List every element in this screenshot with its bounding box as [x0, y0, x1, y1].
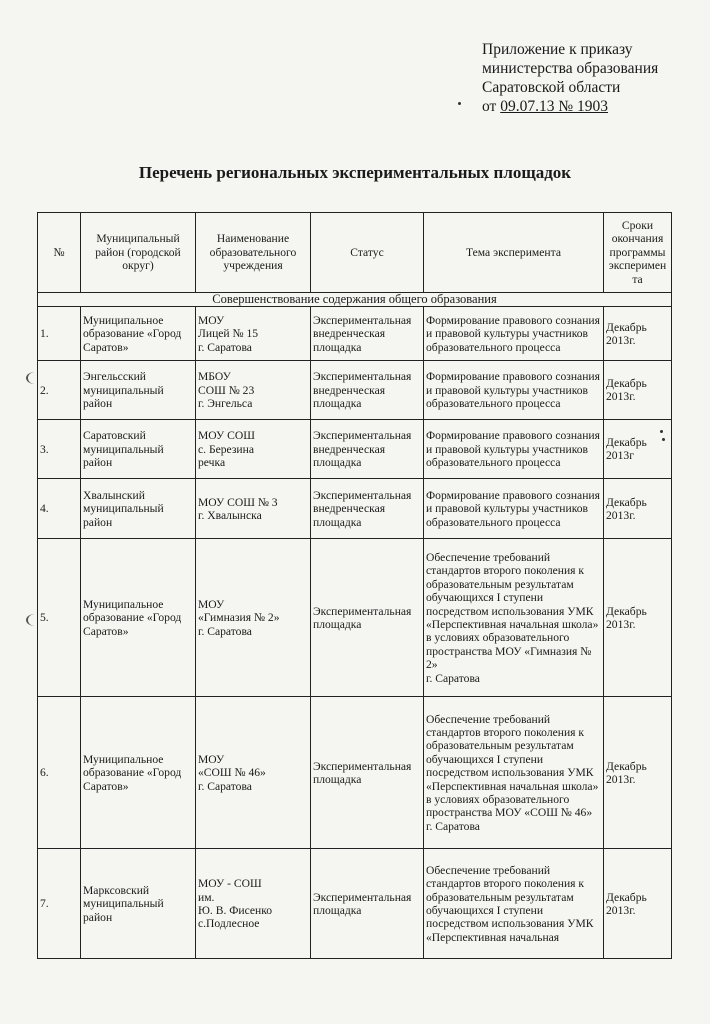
row-status: Экспериментальная внедренческая площадка [311, 361, 424, 420]
row-num: 6. [38, 697, 81, 849]
row-deadline: Декабрь 2013г. [604, 361, 672, 420]
header-institution: Наименование образовательного учреждения [196, 213, 311, 293]
row-district: Муниципальное образование «Город Саратов» [81, 697, 196, 849]
section-row [38, 293, 672, 307]
row-institution: МОУ «Гимназия № 2» г. Саратова [196, 539, 311, 697]
row-district: Саратовский муниципальный район [81, 420, 196, 479]
table-row [38, 849, 672, 959]
row-district: Муниципальное образование «Город Саратов» [81, 307, 196, 361]
table-row [38, 361, 672, 420]
row-num: 4. [38, 479, 81, 539]
table-row [38, 697, 672, 849]
row-status: Экспериментальная площадка [311, 849, 424, 959]
row-institution: МОУ - СОШ им. Ю. В. Фисенко с.Подлесное [196, 849, 311, 959]
row-deadline: Декабрь 2013г [604, 420, 672, 479]
section-title: Совершенствование содержания общего образования [38, 293, 672, 307]
row-num: 1. [38, 307, 81, 361]
scan-speck [660, 430, 663, 433]
header-deadline: Сроки окончания программы эксперимен та [604, 213, 672, 293]
table-row [38, 479, 672, 539]
row-topic: Формирование правового сознания и правовой культуры участников образовательного процесса [424, 307, 604, 361]
table-row [38, 539, 672, 697]
binder-hole-mark [26, 372, 44, 384]
row-status: Экспериментальная площадка [311, 697, 424, 849]
row-institution: МОУ СОШ с. Березина речка [196, 420, 311, 479]
header-status: Статус [311, 213, 424, 293]
experimental-sites-table [37, 212, 672, 959]
row-num: 5. [38, 539, 81, 697]
row-num: 3. [38, 420, 81, 479]
row-institution: МОУ Лицей № 15 г. Саратова [196, 307, 311, 361]
row-district: Энгельсский муниципальный район [81, 361, 196, 420]
appendix-note [482, 40, 658, 116]
row-topic: Обеспечение требований стандартов второго поколения к образовательным результатам обучающихся I ступени посредством использования УМК «Перспективная начальная [424, 849, 604, 959]
table-row [38, 307, 672, 361]
row-num: 2. [38, 361, 81, 420]
binder-hole-mark [26, 614, 44, 626]
row-topic: Формирование правового сознания и правовой культуры участников образовательного процесса [424, 361, 604, 420]
appendix-date-prefix: от [482, 98, 501, 115]
appendix-line-4 [482, 97, 658, 116]
row-topic: Обеспечение требований стандартов второго поколения к образовательным результатам обучающихся I ступени посредством использования УМК «Перспективная начальная школа» в условиях образовательного пространства МОУ «Гимназия № 2» г. Саратова [424, 539, 604, 697]
row-topic: Обеспечение требований стандартов второго поколения к образовательным результатам обучающихся I ступени посредством использования УМК «Перспективная начальная школа» в условиях образовательного пространства МОУ «СОШ № 46» г. Саратова [424, 697, 604, 849]
header-num: № [38, 213, 81, 293]
row-deadline: Декабрь 2013г. [604, 539, 672, 697]
row-institution: МОУ СОШ № 3 г. Хвалынска [196, 479, 311, 539]
row-topic: Формирование правового сознания и правовой культуры участников образовательного процесса [424, 479, 604, 539]
header-district: Муниципальный район (городской округ) [81, 213, 196, 293]
row-institution: МБОУ СОШ № 23 г. Энгельса [196, 361, 311, 420]
document-title: Перечень региональных экспериментальных площадок [138, 163, 572, 182]
appendix-date-number: 09.07.13 № 1903 [500, 98, 608, 115]
row-num: 7. [38, 849, 81, 959]
row-deadline: Декабрь 2013г. [604, 307, 672, 361]
scan-speck [458, 102, 461, 105]
row-topic: Формирование правового сознания и правовой культуры участников образовательного процесса [424, 420, 604, 479]
row-status: Экспериментальная внедренческая площадка [311, 479, 424, 539]
row-institution: МОУ «СОШ № 46» г. Саратова [196, 697, 311, 849]
scan-speck [662, 438, 665, 441]
row-status: Экспериментальная внедренческая площадка [311, 307, 424, 361]
row-status: Экспериментальная внедренческая площадка [311, 420, 424, 479]
appendix-line-1: Приложение к приказу [482, 41, 633, 58]
row-deadline: Декабрь 2013г. [604, 697, 672, 849]
row-district: Хвалынский муниципальный район [81, 479, 196, 539]
table-row [38, 420, 672, 479]
row-district: Муниципальное образование «Город Саратов» [81, 539, 196, 697]
row-district: Марксовский муниципальный район [81, 849, 196, 959]
appendix-line-2: министерства образования [482, 60, 659, 77]
row-status: Экспериментальная площадка [311, 539, 424, 697]
row-deadline: Декабрь 2013г. [604, 849, 672, 959]
table-header-row [38, 213, 672, 293]
row-deadline: Декабрь 2013г. [604, 479, 672, 539]
header-topic: Тема эксперимента [424, 213, 604, 293]
appendix-line-3: Саратовской области [482, 79, 621, 96]
